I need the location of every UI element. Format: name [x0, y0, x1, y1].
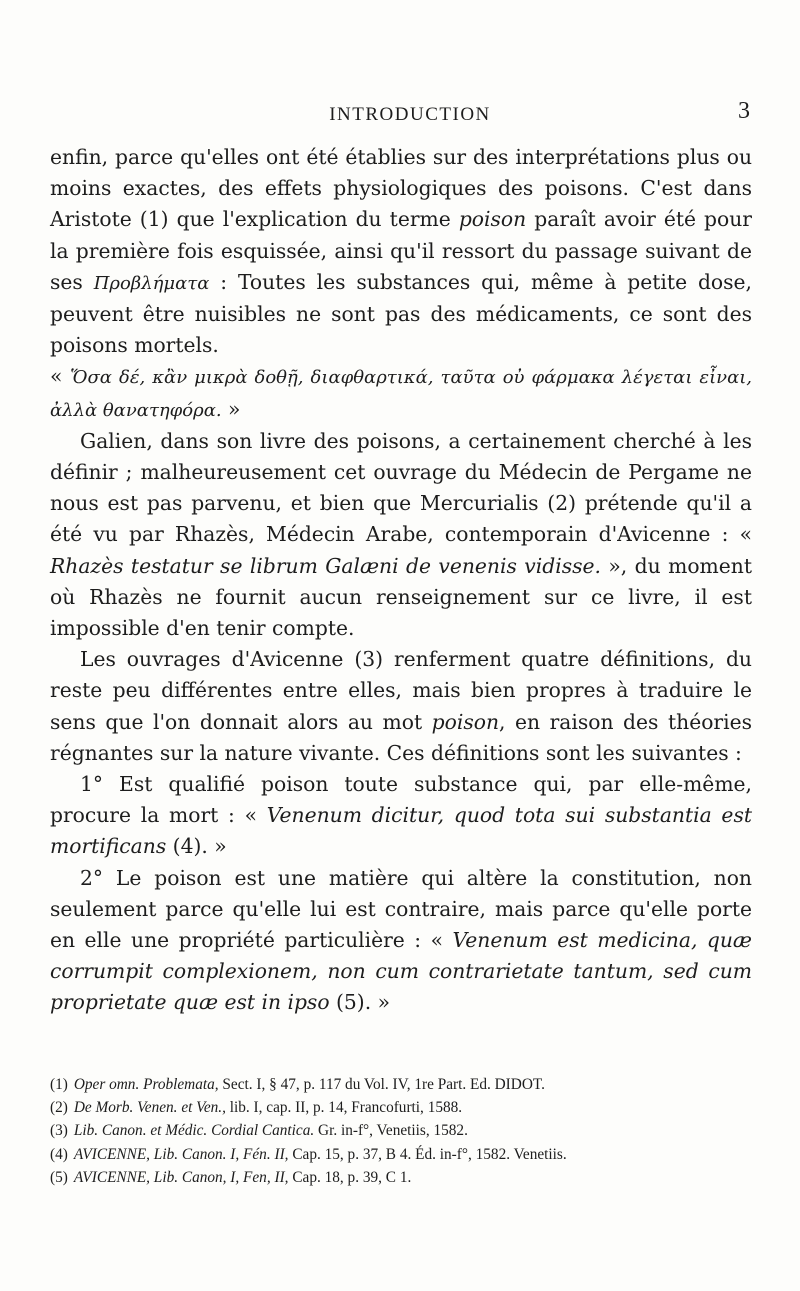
body-text	[50, 142, 752, 1019]
term-poison: poison	[458, 207, 527, 232]
running-head	[0, 98, 800, 134]
term-poison-2: poison	[431, 709, 500, 734]
latin-def-1: Venenum dicitur, quod tota sui substantia est mortificans	[50, 803, 752, 859]
p1-intro: enfin, parce qu'elles ont été établies sur des interprétations plus ou moins exactes, des effets physiologiques des poisons. C'est dans Aristote (1) que l'explication du terme	[50, 145, 752, 232]
p2-end: », du moment où Rhazès ne fournit aucun renseignement sur ce livre, il est impossible d'en tenir compte.	[50, 553, 752, 641]
paragraph-galien	[50, 426, 752, 644]
footnote-text: Gr. in-f°, Venetiis, 1582.	[314, 1122, 468, 1140]
running-title: INTRODUCTION	[329, 104, 491, 125]
footnote-title: Lib. Canon. et Médic. Cordial Cantica.	[73, 1122, 315, 1140]
p2-start: Galien, dans son livre des poisons, a certainement cherché à les définir ; malheureusement cet ouvrage du Médecin de Pergame ne nous est pas parvenu, et bien que Mercurialis (2) prétende qu'il a été vu par Rhazès, Médecin Arabe, contemporain d'Avicenne : «	[50, 428, 752, 547]
latin-rhazes: Rhazès testatur se librum Galæni de venenis vidisse.	[50, 553, 601, 578]
footnote-text: Sect. I, § 47, p. 117 du Vol. IV, 1re Part. Ed. DIDOT.	[218, 1076, 545, 1093]
greek-title: Προβλήματα	[93, 272, 210, 294]
page-number: 3	[738, 98, 750, 124]
footnote-mark: (5)	[50, 1168, 68, 1186]
footnote-title: AVICENNE, Lib. Canon. I, Fén. II,	[73, 1145, 289, 1163]
definition-2	[50, 863, 752, 1019]
p1-end: : Toutes les substances qui, même à petite dose, peuvent être nuisibles ne sont pas des médicaments, ce sont des poisons mortels.	[50, 269, 752, 358]
definition-1	[50, 769, 752, 863]
p1-mid: paraît avoir été pour la première fois esquissée, ainsi qu'il ressort du passage suivant de ses	[50, 207, 752, 294]
footnote-title: AVICENNE, Lib. Canon, I, Fen, II,	[73, 1168, 289, 1186]
paragraph-avicenne	[50, 644, 752, 769]
greek-quote: Ὅσα δέ, κἂν μικρὰ δοθῇ, διαφθαρτικά, ταῦτα οὐ φάρμακα λέγεται εἶναι, ἀλλὰ θανατηφόρα.	[50, 367, 752, 421]
p3-end: , en raison des théories régnantes sur la nature vivante. Ces définitions sont les suivantes :	[50, 709, 752, 765]
greek-quote-line	[50, 361, 752, 425]
footnote-mark: (1)	[50, 1076, 68, 1093]
footnote-title: De Morb. Venen. et Ven.,	[73, 1099, 226, 1117]
p5-start: 2° Le poison est une matière qui altère la constitution, non seulement parce qu'elle lui est contraire, mais parce qu'elle porte en elle une propriété particulière : «	[50, 865, 752, 953]
p3-start: Les ouvrages d'Avicenne (3) renferment quatre définitions, du reste peu différentes entre elles, mais bien propres à traduire le sens que l'on donnait alors au mot	[50, 647, 752, 734]
footnote	[50, 1096, 752, 1119]
footnotes	[50, 1073, 752, 1189]
quote-open: «	[50, 364, 71, 389]
footnote-text: Cap. 18, p. 39, C 1.	[288, 1168, 412, 1186]
p5-end: (5). »	[329, 990, 391, 1015]
p4-start: 1° Est qualifié poison toute substance qui, par elle-même, procure la mort : «	[50, 772, 752, 828]
quote-close: »	[221, 396, 241, 421]
footnote-mark: (2)	[50, 1099, 68, 1117]
footnote-title: Oper omn. Problemata,	[73, 1076, 219, 1093]
footnote	[50, 1143, 752, 1166]
footnote	[50, 1073, 752, 1096]
paragraph-aristote	[50, 142, 752, 361]
latin-def-2: Venenum est medicina, quæ corrumpit complexionem, non cum contrarietate tantum, sed cum proprietate quæ est in ipso	[50, 928, 752, 1015]
p4-end: (4). »	[166, 834, 227, 859]
footnote-text: lib. I, cap. II, p. 14, Francofurti, 1588.	[225, 1099, 463, 1117]
footnote-mark: (3)	[50, 1122, 68, 1140]
footnote	[50, 1119, 752, 1142]
footnote-text: Cap. 15, p. 37, B 4. Éd. in-f°, 1582. Venetiis.	[288, 1145, 567, 1163]
footnote	[50, 1166, 752, 1189]
footnote-mark: (4)	[50, 1145, 68, 1163]
